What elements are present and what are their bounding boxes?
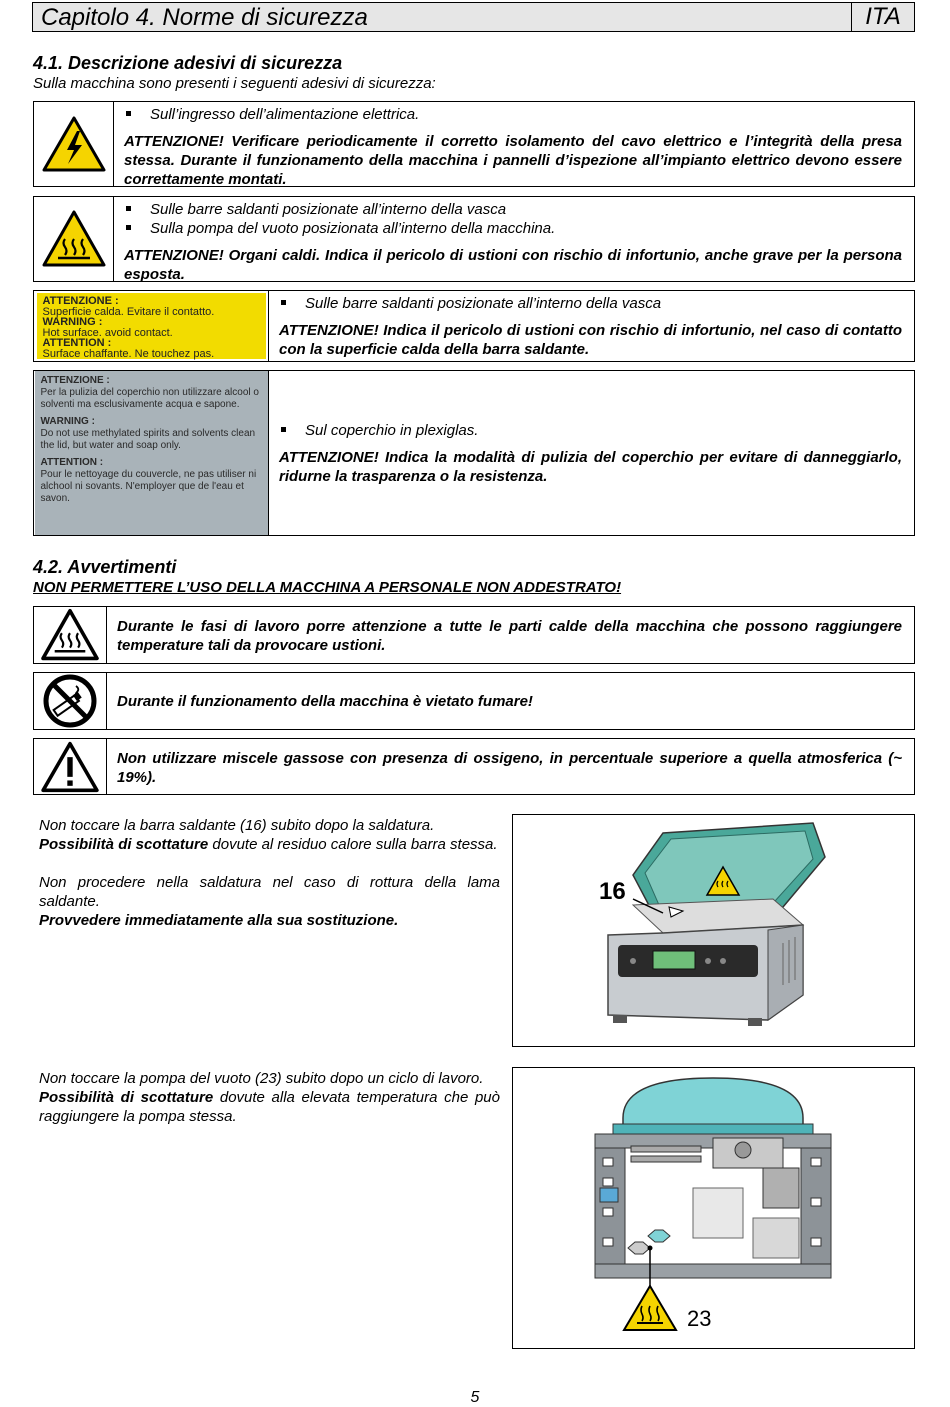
sticker-heading: ATTENTION : [40,457,104,468]
exclamation-warning-icon [39,741,101,793]
vacuum-pump-instructions [39,1069,500,1126]
warning-text: ATTENZIONE! Indica il pericolo di ustioni con rischio di infortunio, nel caso di contatto con la superficie calda della barra saldante. [279,322,902,358]
pump-illustration-frame [512,1067,915,1349]
language-label: ITA [851,3,914,31]
chapter-title: Capitolo 4. Norme di sicurezza [41,4,368,31]
sealing-bar-instructions [39,816,500,930]
section-intro: Sulla macchina sono presenti i seguenti adesivi di sicurezza: [33,75,436,92]
warning-image [34,673,107,729]
sticker-text: Do not use methylated spirits and solvents clean the lid, but water and soap only. [40,428,256,451]
sticker-image [34,102,114,186]
instruction-text [39,1088,500,1126]
bullet-item: Sulla pompa del vuoto posizionata all’interno della macchina. [124,219,902,238]
emphasis-text: Possibilità di scottature [39,836,209,853]
bullet-item: Sul coperchio in plexiglas. [279,421,902,440]
sticker-line: Surface chaffante. Ne touchez pas. [42,347,215,360]
instruction-text-rest: dovute al residuo calore sulla barra stessa. [208,836,498,853]
no-smoking-icon [43,674,97,728]
emphasis-text: Possibilità di scottature [39,1089,214,1106]
callout-label-23: 23 [687,1306,712,1331]
instruction-text-rest: dovute alla elevata temperatura che può raggiungere la pompa stessa. [39,1089,500,1125]
sticker-text: Per la pulizia del coperchio non utilizzare alcool o solventi ma esclusivamente acqua e sapone. [40,387,259,410]
warning-text: ATTENZIONE! Indica la modalità di pulizia del coperchio per evitare di danneggiarlo, ridurne la trasparenza o la resistenza. [279,449,902,485]
callout-label-16: 16 [599,878,626,905]
sticker-line: Hot surface. avoid contact. [42,326,173,339]
sticker-heading: WARNING : [40,416,95,427]
instruction-text: Non toccare la pompa del vuoto (23) subito dopo un ciclo di lavoro. [39,1070,484,1087]
hot-surface-icon [41,209,107,269]
vacuum-pump-illustration [513,1068,914,1348]
sticker-box-electric [33,101,915,187]
warning-box-hot [33,606,915,664]
sticker-line: ATTENZIONE : [42,295,119,307]
sticker-image [34,197,114,281]
electric-hazard-icon [41,115,107,173]
chapter-header [32,2,915,32]
machine-illustration-frame [512,814,915,1047]
bullet-item: Sulle barre saldanti posizionate all’interno della vasca [279,294,902,313]
warning-image [34,739,107,794]
sticker-text: Pour le nettoyage du couvercle, ne pas utiliser ni alchool ni sovants. N'employer que de l'eau et savon. [40,469,257,504]
warning-text: Durante le fasi di lavoro porre attenzione a tutte le parti calde della macchina che possono raggiungere temperature tali da provocare ustioni. [117,618,902,654]
instruction-emphasis: Provvedere immediatamente alla sua sostituzione. [39,912,399,929]
bullet-item: Sull’ingresso dell’alimentazione elettrica. [124,105,902,124]
sticker-box-sealing-bar [33,290,915,362]
vacuum-machine-illustration [513,815,914,1046]
section-title-4-1: 4.1. Descrizione adesivi di sicurezza [33,53,343,73]
warning-box-oxygen [33,738,915,795]
bullet-item: Sulle barre saldanti posizionate all’interno della vasca [124,200,902,219]
sticker-image [34,291,269,361]
sticker-image [34,371,269,535]
warning-text: Durante il funzionamento della macchina è vietato fumare! [117,693,533,710]
sticker-heading: ATTENZIONE : [40,375,110,386]
sticker-line: Superficie calda. Evitare il contatto. [42,305,215,318]
hot-surface-sticker [37,293,266,359]
warning-text: Non utilizzare miscele gassose con presenza di ossigeno, in percentuale superiore a quella atmosferica (~ 19%). [117,750,902,786]
sticker-box-hot-parts [33,196,915,282]
instruction-text: Non toccare la barra saldante (16) subito dopo la saldatura. [39,817,435,834]
lid-cleaning-sticker [35,371,268,535]
warning-image [34,607,107,663]
warning-text: ATTENZIONE! Verificare periodicamente il corretto isolamento del cavo elettrico e l’integrità della presa stessa. Durante il funzionamento della macchina i pannelli d’ispezione all’impianto elettrico devono essere correttamente montati. [124,133,902,188]
sticker-line: WARNING : [42,316,103,328]
warning-text: ATTENZIONE! Organi caldi. Indica il pericolo di ustioni con rischio di infortunio, anche grave per la persona esposta. [124,247,902,283]
instruction-text: Non procedere nella saldatura nel caso di rottura della lama saldante. [39,874,500,910]
section-title-4-2: 4.2. Avvertimenti [33,557,177,577]
instruction-text [39,835,500,854]
sticker-line: ATTENTION : [42,337,112,349]
sticker-box-lid [33,370,915,536]
section-subtitle: NON PERMETTERE L’USO DELLA MACCHINA A PERSONALE NON ADDESTRATO! [33,579,622,596]
hot-surface-icon [39,608,101,662]
page-number: 5 [470,1389,480,1406]
warning-box-no-smoking [33,672,915,730]
